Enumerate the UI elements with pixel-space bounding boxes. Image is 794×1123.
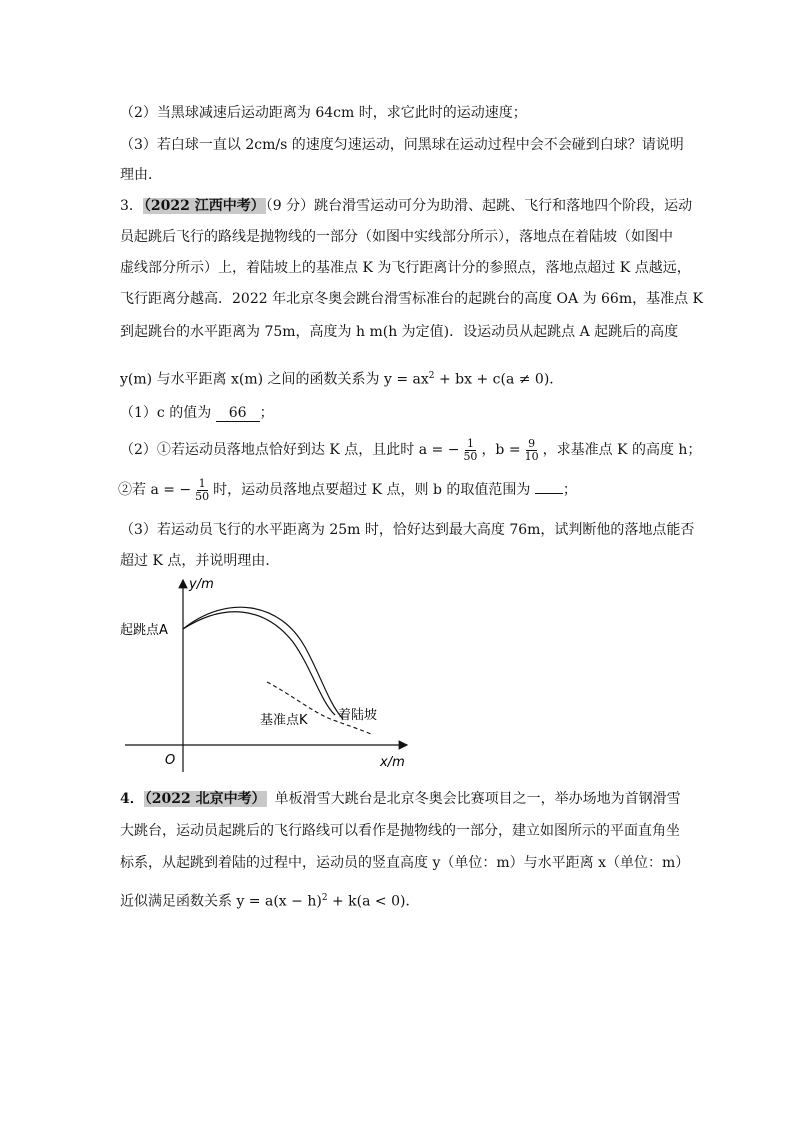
q4-number: 4．	[120, 791, 144, 807]
fraction-numerator: 9	[528, 436, 536, 450]
q4-function-line	[120, 888, 419, 912]
q2-part3-text: （3）若白球一直以 2cm/s 的速度匀速运动，问黑球在运动过程中会不会碰到白球？请说明	[120, 137, 684, 153]
q3-line-3: 虚线部分所示）上，着陆坡上的基准点 K 为飞行距离计分的参照点，落地点超过 K 点越远，	[120, 260, 691, 276]
fraction-a2	[193, 478, 211, 503]
fraction-numerator: 1	[198, 476, 206, 490]
q3-function-line	[120, 366, 563, 390]
q3-part1-end: ；	[259, 405, 274, 421]
q3-function-text: y(m) 与水平距离 x(m) 之间的函数关系为 y = ax	[120, 371, 429, 388]
q3-part2-end: ，求基准点 K 的高度 h；	[542, 442, 702, 458]
answer-blank	[535, 479, 563, 494]
origin-label: O	[165, 753, 176, 768]
q3-part2b-text: 时，运动员落地点要超过 K 点，则 b 的取值范围为	[213, 482, 531, 498]
fraction-denominator: 50	[195, 489, 210, 503]
q2-part3-text-cont: 理由．	[120, 167, 162, 183]
q3-part2b-end: ；	[562, 482, 577, 498]
fraction-denominator: 50	[463, 449, 478, 463]
flight-path-upper	[183, 607, 343, 719]
q3-part2b-prompt: ②若 a = −	[118, 482, 192, 498]
q3-part3-cont: 超过 K 点，并说明理由．	[120, 553, 280, 569]
q3-part1-answer: 66	[216, 405, 260, 422]
q4-line-3: 标系，从起跳到着陆的过程中，运动员的竖直高度 y（单位：m）与水平距离 x（单位：m）	[120, 855, 690, 871]
q4-function-text: 近似满足函数关系 y = a(x − h)	[120, 893, 322, 910]
q3-part2-prompt: （2）①若运动员落地点恰好到达 K 点，且此时 a = −	[120, 442, 460, 458]
q3-part3: （3）若运动员飞行的水平距离为 25m 时，恰好达到最大高度 76m，试判断他的落地点能否	[120, 522, 695, 538]
q4-heading	[120, 789, 681, 809]
fraction-a	[461, 438, 479, 463]
q3-source-tag: （2022 江西中考）	[143, 198, 265, 214]
q3-part1-prompt: （1）c 的值为	[120, 405, 212, 421]
q3-part2-2	[118, 477, 577, 503]
ski-jump-figure	[115, 572, 415, 784]
q3-part2-1	[120, 437, 701, 463]
q3-number: 3．	[120, 198, 143, 214]
x-axis-label: x/m	[380, 755, 405, 770]
q3-heading	[120, 196, 692, 216]
fraction-b	[523, 438, 541, 463]
q3-part1	[120, 403, 274, 423]
q3-line-5: 到起跳台的水平距离为 75m，高度为 h m(h 为定值)．设运动员从起跳点 A 起跳后的高度	[120, 324, 679, 340]
fraction-numerator: 1	[466, 436, 474, 450]
point-a-label: 起跳点A	[120, 623, 168, 638]
point-k-label: 基准点K	[260, 713, 308, 728]
y-axis-label: y/m	[189, 577, 214, 592]
fraction-denominator: 10	[524, 449, 539, 463]
q4-line-2: 大跳台，运动员起跳后的飞行路线可以看作是抛物线的一部分，建立如图所示的平面直角坐	[120, 823, 680, 839]
q4-line-1: 单板滑雪大跳台是北京冬奥会比赛项目之一，举办场地为首钢滑雪	[274, 791, 681, 807]
q3-function-text-end: + bx + c(a ≠ 0)．	[434, 371, 564, 388]
slope-label: 着陆坡	[338, 708, 378, 723]
q3-line-2: 员起跳后飞行的路线是抛物线的一部分（如图中实线部分所示），落地点在着陆坡（如图中	[120, 229, 673, 245]
q2-part2-text: （2）当黑球减速后运动距离为 64cm 时，求它此时的运动速度；	[120, 105, 527, 121]
flight-path-lower	[183, 612, 335, 715]
q3-line-4: 飞行距离分越高．2022 年北京冬奥会跳台滑雪标准台的起跳台的高度 OA 为 66m，基准点 K	[120, 291, 704, 307]
q3-intro: （9 分）跳台滑雪运动可分为助滑、起跳、飞行和落地四个阶段，运动	[265, 198, 693, 214]
q3-part2-mid: ，b =	[481, 442, 521, 458]
exponent-2: 2	[428, 371, 435, 381]
q4-function-text-end: + k(a < 0)．	[327, 893, 420, 910]
exponent-2: 2	[321, 893, 328, 903]
q4-source-tag: （2022 北京中考）	[144, 791, 266, 807]
